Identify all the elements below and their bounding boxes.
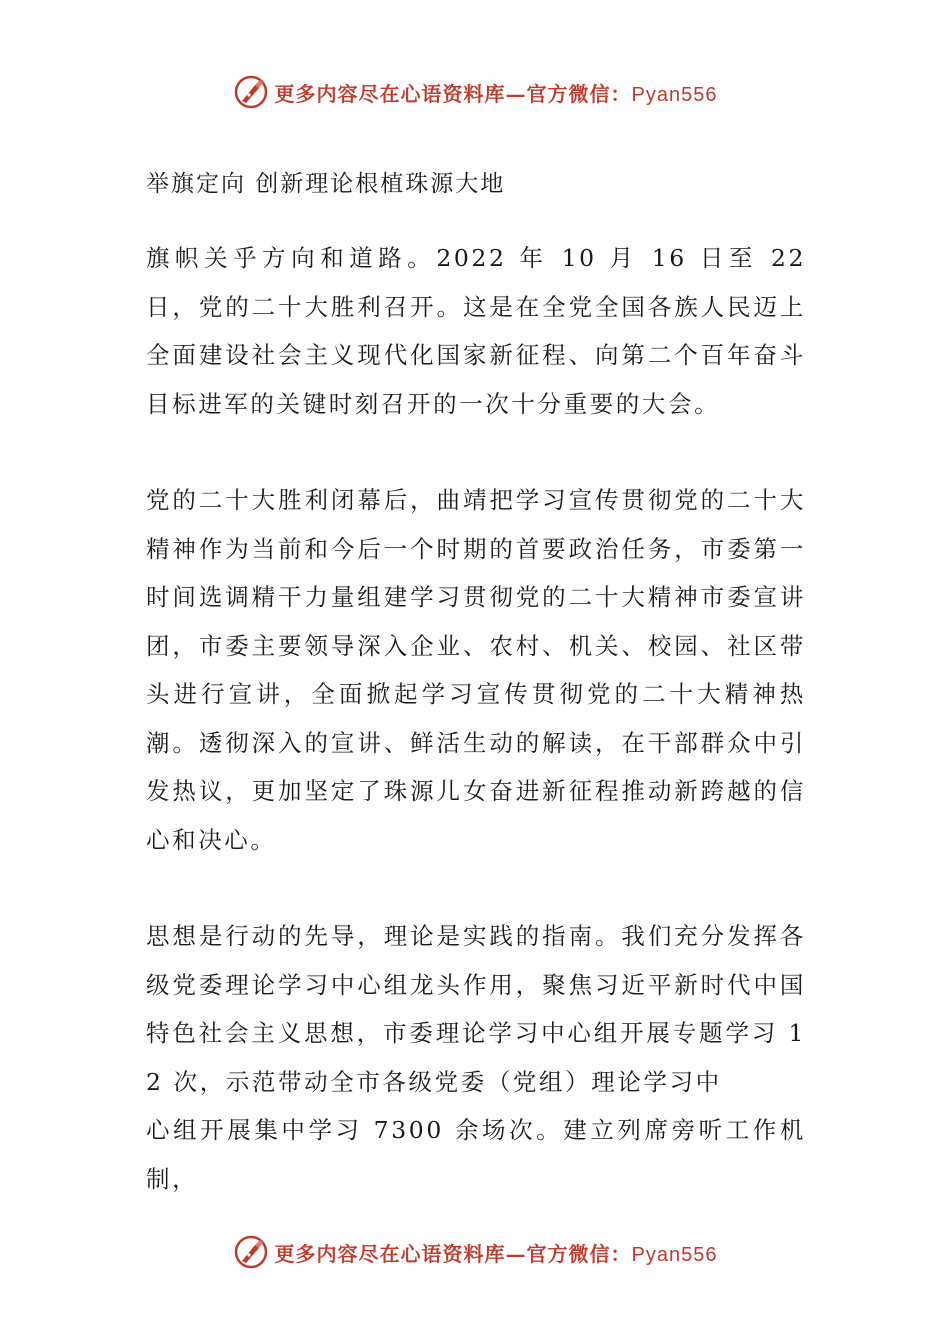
document-body <box>146 160 806 1203</box>
paragraph-1: 旗帜关乎方向和道路。2022 年 10 月 16 日至 22 日，党的二十大胜利召开。这是在全党全国各族人民迈上全面建设社会主义现代化国家新征程、向第二个百年奋斗目标进军的关键时刻召开的一次十分重要的大会。 <box>146 244 806 418</box>
paragraph-3: 思想是行动的先导，理论是实践的指南。我们充分发挥各级党委理论学习中心组龙头作用，聚焦习近平新时代中国特色社会主义思想，市委理论学习中心组开展专题学习 12 次，示范带动全市各级党委（党组）理论学习中 <box>146 922 806 1096</box>
watermark-text: 更多内容尽在心语资料库—官方微信：Pyan556 <box>274 81 718 106</box>
paragraph-2: 党的二十大胜利闭幕后，曲靖把学习宣传贯彻党的二十大精神作为当前和今后一个时期的首要政治任务，市委第一时间选调精干力量组建学习贯彻党的二十大精神市委宣讲团，市委主要领导深入企业、农村、机关、校园、社区带头进行宣讲，全面掀起学习宣传贯彻党的二十大精神热潮。透彻深入的宣讲、鲜活生动的解读，在干部群众中引发热议，更加坚定了珠源儿女奋进新征程推动新跨越的信心和决心。 <box>146 486 806 854</box>
pen-nib-logo-icon <box>233 1234 269 1270</box>
watermark-text: 更多内容尽在心语资料库—官方微信：Pyan556 <box>274 1241 718 1266</box>
footer-watermark <box>0 1230 950 1274</box>
pen-nib-logo-icon <box>233 74 269 110</box>
paragraph-4: 心组开展集中学习 7300 余场次。建立列席旁听工作机制， <box>146 1116 806 1193</box>
header-watermark <box>0 70 950 114</box>
document-title: 举旗定向 创新理论根植珠源大地 <box>146 171 506 197</box>
